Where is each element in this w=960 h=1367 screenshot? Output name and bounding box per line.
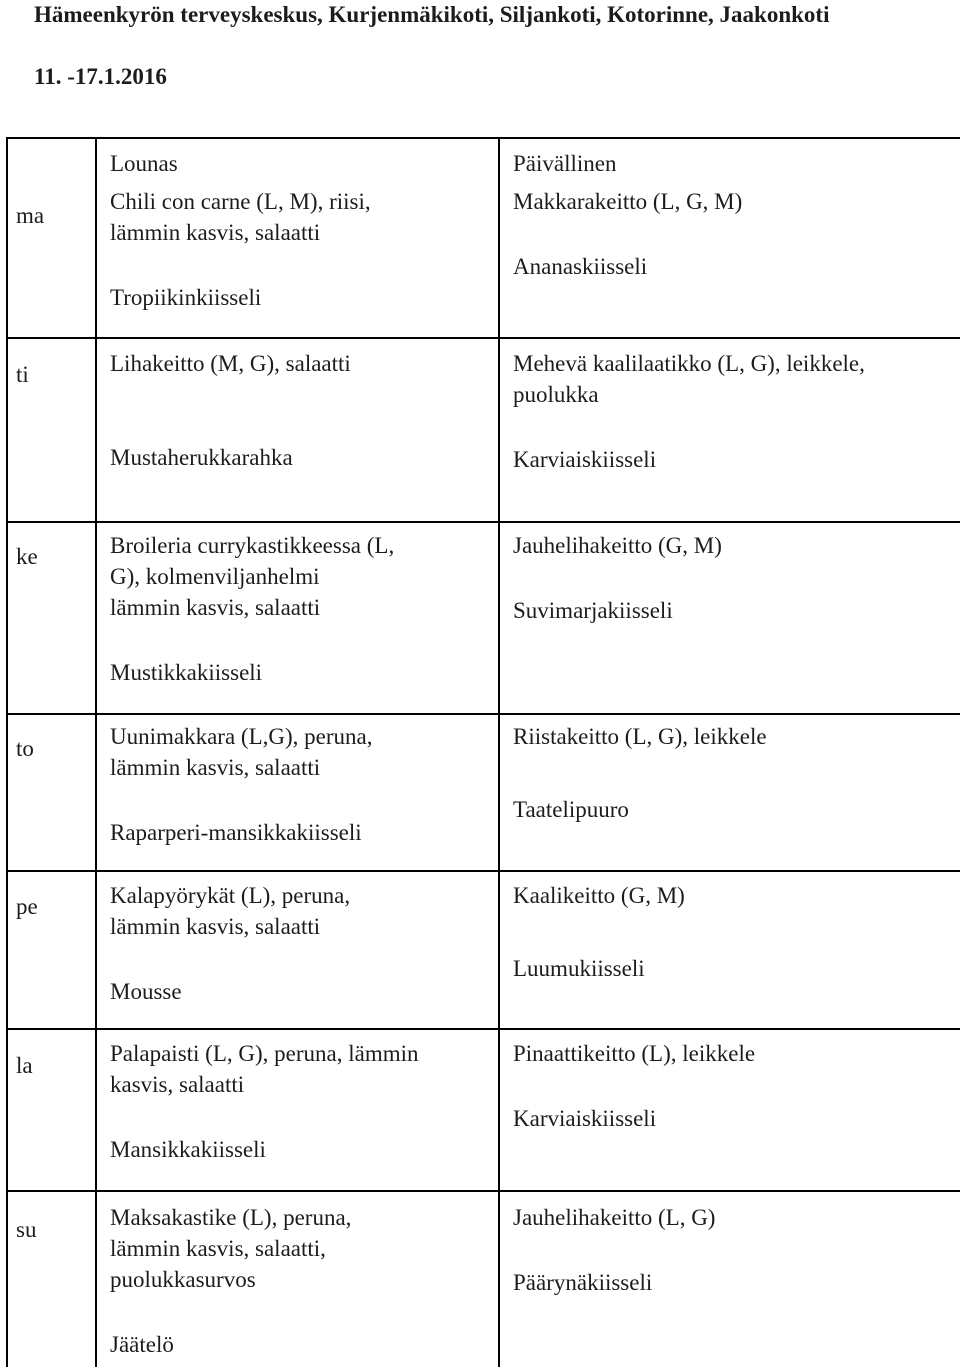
lunch-main: lämmin kasvis, salaatti	[110, 755, 321, 780]
row-divider	[6, 1190, 960, 1192]
day-label: ti	[16, 362, 29, 387]
menu-dates: 11. -17.1.2016	[34, 64, 167, 89]
lunch-main: Lihakeitto (M, G), salaatti	[110, 351, 351, 376]
table-border-left	[6, 137, 8, 1367]
lunch-main: Chili con carne (L, M), riisi,	[110, 189, 371, 214]
dinner-main: Jauhelihakeitto (G, M)	[513, 533, 722, 558]
dinner-cell	[513, 148, 742, 282]
day-label: to	[16, 736, 34, 761]
lunch-main: Broileria currykastikkeessa (L,	[110, 533, 395, 558]
lunch-cell	[110, 1202, 351, 1360]
row-divider	[6, 713, 960, 715]
dinner-main: Kaalikeitto (G, M)	[513, 883, 685, 908]
dinner-dessert: Suvimarjakiisseli	[513, 598, 673, 623]
lunch-cell	[110, 530, 394, 688]
lunch-main: Uunimakkara (L,G), peruna,	[110, 724, 373, 749]
lunch-cell	[110, 880, 350, 1007]
row-divider	[6, 870, 960, 872]
column-divider-day	[95, 137, 97, 1367]
dinner-cell	[513, 348, 865, 475]
lunch-main: lämmin kasvis, salaatti	[110, 914, 321, 939]
dinner-dessert: Karviaiskiisseli	[513, 1106, 657, 1131]
lunch-main: kasvis, salaatti	[110, 1072, 245, 1097]
lunch-main: G), kolmenviljanhelmi	[110, 564, 320, 589]
lunch-cell	[110, 1038, 419, 1165]
dinner-dessert: Karviaiskiisseli	[513, 447, 657, 472]
dinner-main: Mehevä kaalilaatikko (L, G), leikkele,	[513, 351, 865, 376]
dinner-cell	[513, 1038, 755, 1134]
page-title: Hämeenkyrön terveyskeskus, Kurjenmäkikoti, Siljankoti, Kotorinne, Jaakonkoti	[34, 2, 830, 27]
day-label: la	[16, 1053, 33, 1078]
lunch-dessert: Mustaherukkarahka	[110, 445, 293, 470]
lunch-dessert: Tropiikinkiisseli	[110, 285, 262, 310]
column-divider-meal	[498, 137, 500, 1367]
row-divider	[6, 1028, 960, 1030]
column-header-lunch: Lounas	[110, 151, 178, 176]
dinner-main: puolukka	[513, 382, 599, 407]
lunch-main: lämmin kasvis, salaatti,	[110, 1236, 326, 1261]
lunch-main: lämmin kasvis, salaatti	[110, 220, 321, 245]
lunch-dessert: Jäätelö	[110, 1332, 174, 1357]
day-label: su	[16, 1217, 37, 1242]
lunch-main: Palapaisti (L, G), peruna, lämmin	[110, 1041, 419, 1066]
lunch-dessert: Mousse	[110, 979, 182, 1004]
lunch-dessert: Raparperi-mansikkakiisseli	[110, 820, 362, 845]
lunch-cell	[110, 148, 371, 313]
table-border-top	[6, 137, 960, 139]
lunch-main: Maksakastike (L), peruna,	[110, 1205, 352, 1230]
dinner-cell	[513, 721, 767, 825]
dinner-main: Riistakeitto (L, G), leikkele	[513, 724, 767, 749]
lunch-dessert: Mansikkakiisseli	[110, 1137, 266, 1162]
dinner-cell	[513, 530, 722, 626]
lunch-main: Kalapyörykät (L), peruna,	[110, 883, 351, 908]
lunch-cell	[110, 348, 351, 473]
column-header-dinner: Päivällinen	[513, 151, 617, 176]
day-label: ma	[16, 203, 45, 228]
row-divider	[6, 337, 960, 339]
day-label: pe	[16, 894, 38, 919]
dinner-dessert: Taatelipuuro	[513, 797, 629, 822]
dinner-dessert: Ananaskiisseli	[513, 254, 648, 279]
row-divider	[6, 521, 960, 523]
dinner-dessert: Luumukiisseli	[513, 956, 645, 981]
dinner-main: Jauhelihakeitto (L, G)	[513, 1205, 716, 1230]
dinner-cell	[513, 1202, 715, 1298]
day-label: ke	[16, 544, 38, 569]
lunch-dessert: Mustikkakiisseli	[110, 660, 263, 685]
dinner-main: Pinaattikeitto (L), leikkele	[513, 1041, 756, 1066]
lunch-main: puolukkasurvos	[110, 1267, 256, 1292]
lunch-main: lämmin kasvis, salaatti	[110, 595, 321, 620]
lunch-cell	[110, 721, 372, 848]
dinner-dessert: Päärynäkiisseli	[513, 1270, 653, 1295]
dinner-main: Makkarakeitto (L, G, M)	[513, 189, 743, 214]
dinner-cell	[513, 880, 685, 984]
